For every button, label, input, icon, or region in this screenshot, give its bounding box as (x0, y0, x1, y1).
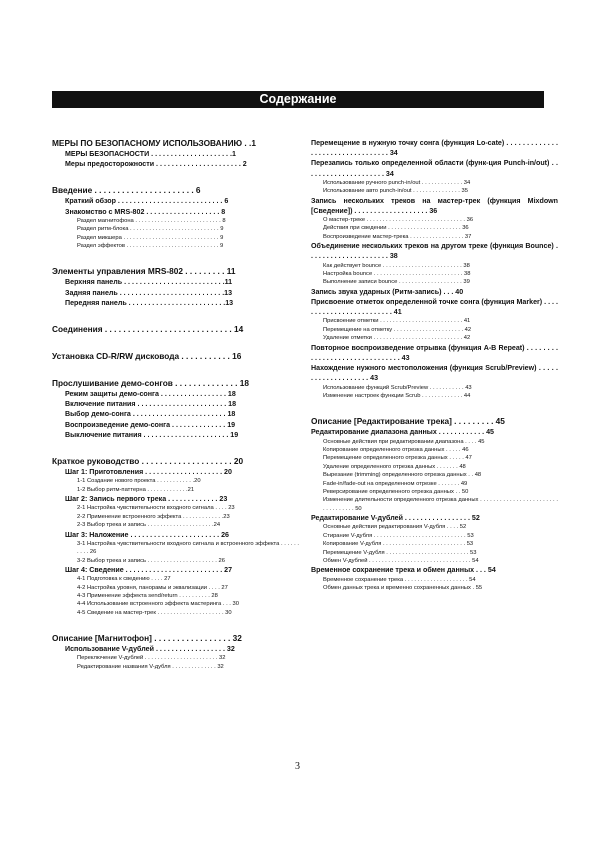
toc-entry-level-3: Выполнение записи bounce . . . . . . . . . . . . . . . . . . . . 39 (323, 279, 470, 286)
toc-entry-level-2: Выбор демо-сонга . . . . . . . . . . . . . . . . . . . . . . . . 18 (65, 410, 236, 419)
toc-entry-level-3: Использование функций Scrub/Preview . . . . . . . . . . . 43 (323, 384, 472, 391)
toc-entry-level-3: Копирование V-дубля . . . . . . . . . . . . . . . . . . . . . . . . . . 53 (323, 541, 474, 548)
toc-entry-level-2: Редактирование диапазона данных . . . . . . . . . . . . 45 (311, 428, 494, 437)
toc-entry-level-2: Присвоение отметок определенной точке сонга (функция Marker) . . . . . . . . . . . . . . . . . . . . . . . . . 41 (311, 298, 558, 317)
toc-entry-level-1: Введение . . . . . . . . . . . . . . . . . . . . . . 6 (52, 185, 201, 196)
toc-entry-level-1: МЕРЫ ПО БЕЗОПАСНОМУ ИСПОЛЬЗОВАНИЮ . .1 (52, 138, 256, 148)
toc-entry-level-3: Раздел ритм-блока . . . . . . . . . . . . . . . . . . . . . . . . . . . . 9 (77, 226, 224, 233)
toc-entry-level-3: Копирование определенного отрезка данных . . . . . 46 (323, 446, 469, 453)
toc-entry-level-3: Перемещение на отметку . . . . . . . . . . . . . . . . . . . . . . 42 (323, 326, 472, 333)
toc-entry-level-1: Прослушивание демо-сонгов . . . . . . . . . . . . . . 18 (52, 378, 249, 389)
toc-entry-level-2: Включение питания . . . . . . . . . . . . . . . . . . . . . . . 18 (65, 400, 237, 409)
toc-entry-level-2: Шаг 3: Наложение . . . . . . . . . . . . . . . . . . . . . . . 26 (65, 530, 229, 539)
toc-entry-level-3: Использование ручного punch-in/out . . . . . . . . . . . . . 34 (323, 179, 471, 186)
toc-entry-level-3: Изменение длительности определенного отрезка данных . . . . . . . . . . . . . . . . . . . . . . . . . . . . . . . . . . 50 (323, 497, 558, 512)
toc-entry-level-3: 1-2 Выбор ритм-паттерна . . . . . . . . . . . . .21 (77, 486, 195, 493)
toc-entry-level-3: 4-4 Использование встроенного эффекта мастеринга . . . 30 (77, 601, 239, 608)
toc-entry-level-3: Обмен данных трека и временно сохраненных данных . 55 (323, 585, 483, 592)
toc-entry-level-2: Краткий обзор . . . . . . . . . . . . . . . . . . . . . . . . . . . 6 (65, 197, 229, 206)
toc-entry-level-3: Временное сохранение трека . . . . . . . . . . . . . . . . . . . . 54 (323, 576, 476, 583)
toc-entry-level-3: Основные действия при редактировании диапазона . . . . 45 (323, 438, 485, 445)
toc-entry-level-3: Fade-in/fade-out на определенном отрезке . . . . . . . 49 (323, 480, 468, 487)
toc-entry-level-1: Элементы управления MRS-802 . . . . . . . . . 11 (52, 266, 236, 277)
toc-entry-level-3: Реверсирование определенного отрезка данных . . 50 (323, 488, 469, 495)
toc-entry-level-2: Временное сохранение трека и обмен данных . . . 54 (311, 566, 496, 575)
toc-entry-level-2: Нахождение нужного местоположения (функция Scrub/Preview) . . . . . . . . . . . . . . . . . . . . 43 (311, 364, 558, 383)
toc-entry-level-2: Шаг 2: Запись первого трека . . . . . . . . . . . . . 23 (65, 495, 228, 504)
page-number: 3 (295, 761, 300, 772)
toc-entry-level-3: 4-5 Сведение на мастер-трек . . . . . . . . . . . . . . . . . . . . . 30 (77, 609, 232, 616)
toc-entry-level-2: Шаг 4: Сведение . . . . . . . . . . . . . . . . . . . . . . . . . 27 (65, 565, 233, 574)
toc-entry-level-1: Соединения . . . . . . . . . . . . . . . . . . . . . . . . . . . . 14 (52, 324, 244, 335)
toc-entry-level-2: Меры предосторожности . . . . . . . . . . . . . . . . . . . . . . 2 (65, 160, 247, 169)
toc-entry-level-3: Переключение V-дублей . . . . . . . . . . . . . . . . . . . . . . . 32 (77, 655, 226, 662)
toc-entry-level-3: 1-1 Создание нового проекта . . . . . . . . . . . .20 (77, 478, 201, 485)
toc-entry-level-3: 2-2 Применение встроенного эффекта . . . . . . . . . . . . .23 (77, 513, 230, 520)
toc-entry-level-2: Передняя панель . . . . . . . . . . . . . . . . . . . . . . . . .13 (65, 298, 234, 307)
toc-entry-level-3: Редактирование названия V-дубля . . . . . . . . . . . . . . 32 (77, 663, 224, 670)
toc-entry-level-3: Как действует bounce . . . . . . . . . . . . . . . . . . . . . . . . . 38 (323, 262, 470, 269)
toc-column-right (311, 138, 558, 592)
toc-entry-level-3: 4-2 Настройка уровня, панорамы и эквализации . . . . 27 (77, 584, 228, 591)
toc-entry-level-3: Использование авто punch-in/out . . . . . . . . . . . . . . . 35 (323, 188, 468, 195)
toc-column-left (52, 138, 299, 671)
toc-entry-level-2: Редактирование V-дублей . . . . . . . . . . . . . . . . . 52 (311, 514, 480, 523)
toc-entry-level-3: Удаление отметки . . . . . . . . . . . . . . . . . . . . . . . . . . . . 42 (323, 335, 471, 342)
toc-entry-level-3: Удаление определенного отрезка данных . . . . . . . 48 (323, 463, 466, 470)
toc-entry-level-2: Перезапись только определенной области (функ-ция Punch-in/out) . . . . . . . . . . . . . . . . . . . . . 34 (311, 159, 558, 178)
toc-entry-level-2: Выключение питания . . . . . . . . . . . . . . . . . . . . . . 19 (65, 430, 239, 439)
toc-entry-level-2: Шаг 1: Приготовления . . . . . . . . . . . . . . . . . . . . 20 (65, 468, 232, 477)
toc-entry-level-3: 2-3 Выбор трека и запись . . . . . . . . . . . . . . . . . . . . .24 (77, 522, 221, 529)
toc-entry-level-2: Повторное воспроизведение отрывка (функция A-B Repeat) . . . . . . . . . . . . . . . . . . . . . . . . . . . . . . . 43 (311, 343, 558, 362)
toc-entry-level-3: Настройка bounce . . . . . . . . . . . . . . . . . . . . . . . . . . . . 38 (323, 271, 471, 278)
toc-entry-level-3: 4-3 Применение эффекта send/return . . . . . . . . . . 28 (77, 592, 218, 599)
toc-entry-level-3: О мастер-треке . . . . . . . . . . . . . . . . . . . . . . . . . . . . . . . 36 (323, 217, 474, 224)
toc-entry-level-2: Запись звука ударных (Ритм-запись) . . . 40 (311, 287, 464, 296)
toc-entry-level-2: Верхняя панель . . . . . . . . . . . . . . . . . . . . . . . . . .11 (65, 278, 233, 287)
toc-entry-level-1: Установка CD-R/RW дисковода . . . . . . . . . . . 16 (52, 351, 242, 362)
toc-entry-level-3: Стирание V-дубля . . . . . . . . . . . . . . . . . . . . . . . . . . . . . 53 (323, 532, 474, 539)
toc-entry-level-3: Присвоение отметки . . . . . . . . . . . . . . . . . . . . . . . . . . 41 (323, 318, 471, 325)
toc-entry-level-1: Описание [Редактирование трека] . . . . . . . . . 45 (311, 416, 505, 427)
toc-entry-level-3: Вырезание (trimming) определенного отрезка данных . . 48 (323, 472, 482, 479)
toc-entry-level-1: Краткое руководство . . . . . . . . . . . . . . . . . . . . 20 (52, 456, 244, 467)
toc-entry-level-2: МЕРЫ БЕЗОПАСНОСТИ . . . . . . . . . . . . . . . . . . . . .1 (65, 150, 236, 158)
toc-entry-level-3: Действия при сведении . . . . . . . . . . . . . . . . . . . . . . . 36 (323, 225, 469, 232)
toc-entry-level-3: Обмен V-дублей . . . . . . . . . . . . . . . . . . . . . . . . . . . . . . . . 54 (323, 558, 479, 565)
toc-entry-level-3: Воспроизведение мастер-трека . . . . . . . . . . . . . . . . . 37 (323, 233, 472, 240)
toc-entry-level-3: Раздел магнитофона . . . . . . . . . . . . . . . . . . . . . . . . . . . 8 (77, 217, 226, 224)
page-title: Содержание (52, 91, 544, 108)
toc-entry-level-3: Перемещение определенного отрезка данных . . . . . 47 (323, 455, 472, 462)
toc-entry-level-3: 2-1 Настройка чувствительности входного сигнала . . . . 23 (77, 505, 235, 512)
toc-entry-level-3: Раздел эффектов . . . . . . . . . . . . . . . . . . . . . . . . . . . . . 9 (77, 243, 224, 250)
toc-entry-level-2: Объединение нескольких треков на другом треке (функция Bounce) . . . . . . . . . . . . . . . . . . . . . 38 (311, 242, 558, 261)
toc-entry-level-2: Перемещение в нужную точку сонга (функция Lo-cate) . . . . . . . . . . . . . . . . . . . . . . . . . . . . . . . . . 34 (311, 139, 558, 158)
toc-entry-level-3: Перемещение V-дубля . . . . . . . . . . . . . . . . . . . . . . . . . . 53 (323, 549, 477, 556)
toc-entry-level-2: Режим защиты демо-сонга . . . . . . . . . . . . . . . . . 18 (65, 390, 236, 399)
toc-entry-level-3: Основные действия редактирования V-дубля . . . . 52 (323, 524, 467, 531)
toc-entry-level-3: 3-1 Настройка чувствительности входного сигнала и встроенного эффекта . . . . . . . . . . 26 (77, 540, 299, 556)
toc-entry-level-2: Воспроизведение демо-сонга . . . . . . . . . . . . . . 19 (65, 420, 236, 429)
toc-entry-level-1: Описание [Магнитофон] . . . . . . . . . . . . . . . . . 32 (52, 633, 242, 644)
toc-entry-level-3: 4-1 Подготовка к сведению . . . . 27 (77, 576, 171, 583)
toc-entry-level-3: 3-2 Выбор трека и запись . . . . . . . . . . . . . . . . . . . . . . 26 (77, 557, 225, 564)
toc-entry-level-3: Изменение настроек функции Scrub . . . . . . . . . . . . . 44 (323, 392, 471, 399)
toc-entry-level-2: Знакомство с MRS-802 . . . . . . . . . . . . . . . . . . . 8 (65, 207, 226, 216)
toc-entry-level-2: Использование V-дублей . . . . . . . . . . . . . . . . . . 32 (65, 645, 235, 654)
toc-entry-level-3: Раздел микшера . . . . . . . . . . . . . . . . . . . . . . . . . . . . . . 9 (77, 234, 224, 241)
toc-entry-level-2: Задняя панель . . . . . . . . . . . . . . . . . . . . . . . . . . .13 (65, 288, 233, 297)
toc-entry-level-2: Запись нескольких треков на мастер-трек (функция Mixdown [Сведение]) . . . . . . . . . . . . . . . . . . . 36 (311, 196, 558, 215)
